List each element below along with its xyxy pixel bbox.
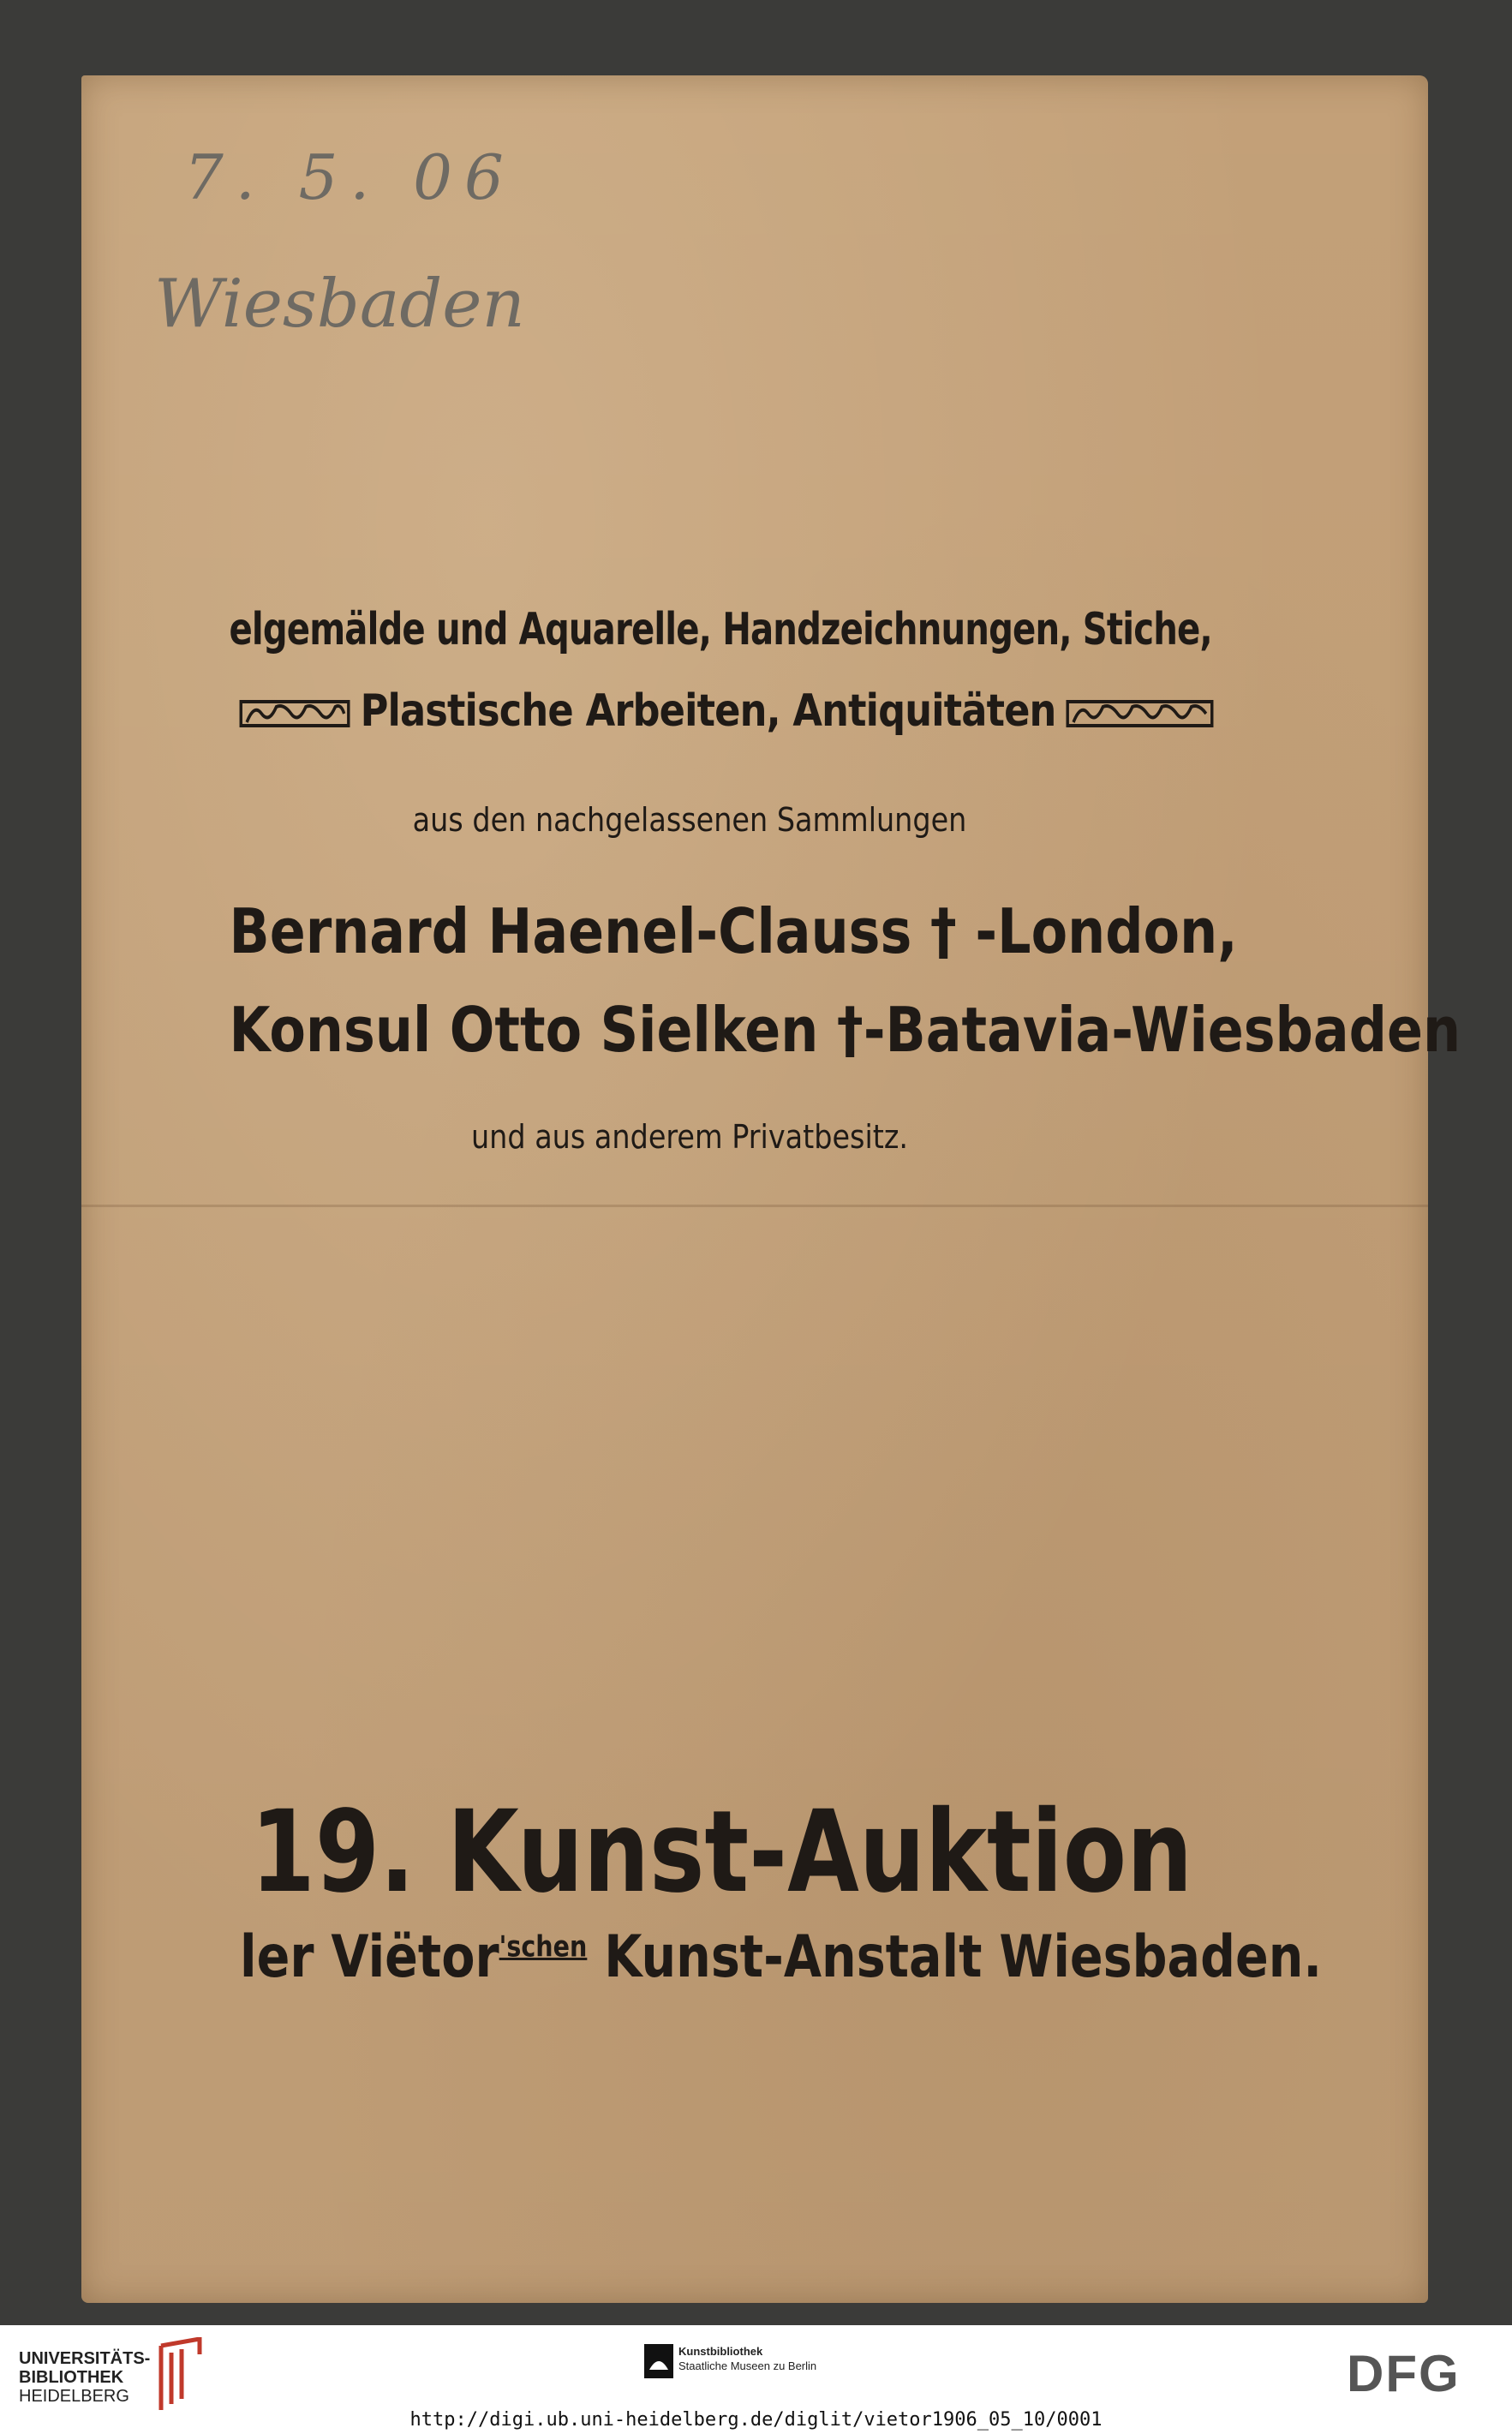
paper-fold-line <box>81 1205 1428 1207</box>
cover-line-private: und aus anderem Privatbesitz. <box>470 1118 909 1156</box>
cover-line-collector-2: Konsul Otto Sielken †-Batavia-Wiesbaden <box>229 994 1461 1066</box>
cover-line-works: elgemälde und Aquarelle, Handzeichnungen, Stiche, <box>229 604 1212 655</box>
handwritten-date: 7. 5. 06 <box>184 141 516 213</box>
kb-subtitle: Staatliche Museen zu Berlin <box>678 2359 817 2372</box>
dfg-text: DFG <box>1347 2345 1461 2402</box>
cover-line-collections: aus den nachgelassenen Sammlungen <box>412 801 967 839</box>
kunstbibliothek-icon <box>644 2344 673 2378</box>
auction-house <box>240 1923 1323 1991</box>
auction-title: 19. Kunst-Auktion <box>250 1786 1193 1918</box>
ub-line2: BIBLIOTHEK <box>19 2368 124 2387</box>
ub-line3: HEIDELBERG <box>19 2387 129 2406</box>
cover-line-works-2-text: Plastische Arbeiten, Antiquitäten <box>360 685 1056 737</box>
auction-house-suffix: 'schen <box>499 1929 588 1965</box>
kb-title: Kunstbibliothek <box>678 2345 763 2358</box>
permalink-url[interactable]: http://digi.ub.uni-heidelberg.de/diglit/vietor1906_05_10/0001 <box>409 2409 1103 2431</box>
auction-house-name: ler Viëtor <box>240 1923 499 1991</box>
dfg-logo[interactable] <box>1347 2344 1461 2403</box>
ub-line1: UNIVERSITÄTS- <box>19 2349 151 2368</box>
cover-line-works-2 <box>230 685 1150 737</box>
cover-line-collector-1: Bernard Haenel-Clauss † -London, <box>229 895 1238 967</box>
kunstbibliothek-logo[interactable] <box>678 2344 816 2373</box>
handwritten-place: Wiesbaden <box>154 266 525 343</box>
ub-heidelberg-logo[interactable] <box>19 2349 150 2406</box>
ornament-right-icon <box>1067 698 1214 729</box>
auction-house-rest: Kunst-Anstalt Wiesbaden. <box>587 1923 1323 1991</box>
ornament-left-icon <box>240 698 350 729</box>
ub-emblem-icon <box>152 2337 212 2414</box>
footer-bar <box>0 2325 1512 2434</box>
